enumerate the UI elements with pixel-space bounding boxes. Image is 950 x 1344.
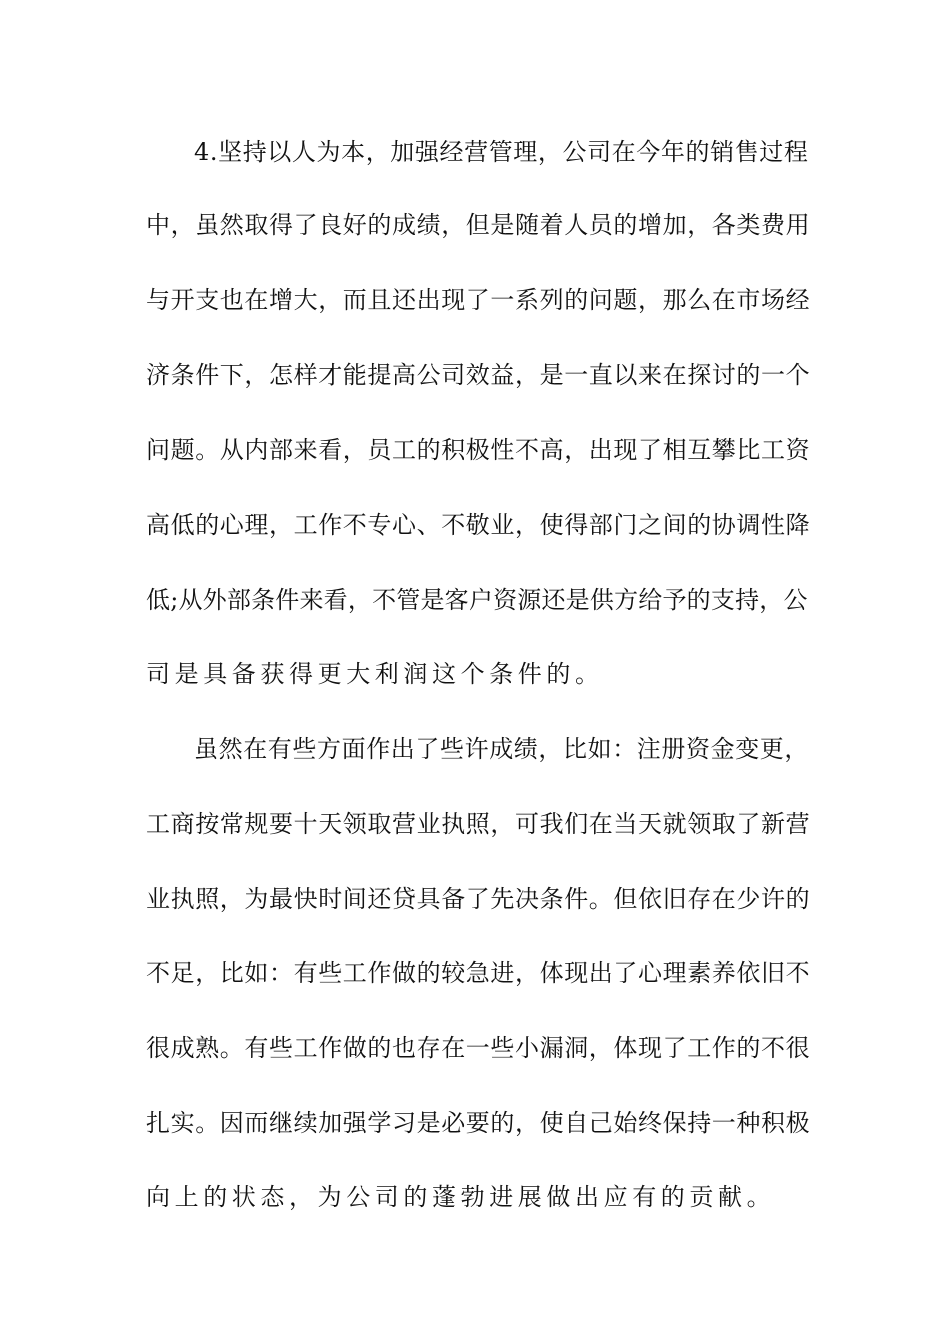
paragraph-1-line-5: 问题。从内部来看，员工的积极性不高，出现了相互攀比工资 — [146, 436, 811, 464]
paragraph-1-line-1: 4.坚持以人为本，加强经营管理，公司在今年的销售过程 — [194, 138, 809, 166]
paragraph-1-line-7: 低;从外部条件来看，不管是客户资源还是供方给予的支持，公 — [146, 586, 808, 614]
paragraph-2-line-2: 工商按常规要十天领取营业执照，可我们在当天就领取了新营 — [146, 810, 811, 838]
paragraph-2-line-5: 很成熟。有些工作做的也存在一些小漏洞，体现了工作的不很 — [146, 1034, 811, 1062]
paragraph-2-line-7: 向上的状态，为公司的蓬勃进展做出应有的贡献。 — [146, 1183, 776, 1211]
paragraph-1-line-4: 济条件下，怎样才能提高公司效益，是一直以来在探讨的一个 — [146, 361, 811, 389]
paragraph-2-line-1: 虽然在有些方面作出了些许成绩，比如：注册资金变更， — [194, 735, 809, 763]
paragraph-1-line-6: 高低的心理，工作不专心、不敬业，使得部门之间的协调性降 — [146, 511, 811, 539]
paragraph-1-line-3: 与开支也在增大，而且还出现了一系列的问题，那么在市场经 — [146, 286, 811, 314]
paragraph-1-line-8: 司是具备获得更大利润这个条件的。 — [146, 660, 604, 688]
paragraph-1-line-2: 中，虽然取得了良好的成绩，但是随着人员的增加，各类费用 — [146, 211, 811, 239]
paragraph-2-line-4: 不足，比如：有些工作做的较急进，体现出了心理素养依旧不 — [146, 959, 811, 987]
paragraph-2-line-3: 业执照，为最快时间还贷具备了先决条件。但依旧存在少许的 — [146, 885, 811, 913]
paragraph-2-line-6: 扎实。因而继续加强学习是必要的，使自己始终保持一种积极 — [146, 1109, 811, 1137]
